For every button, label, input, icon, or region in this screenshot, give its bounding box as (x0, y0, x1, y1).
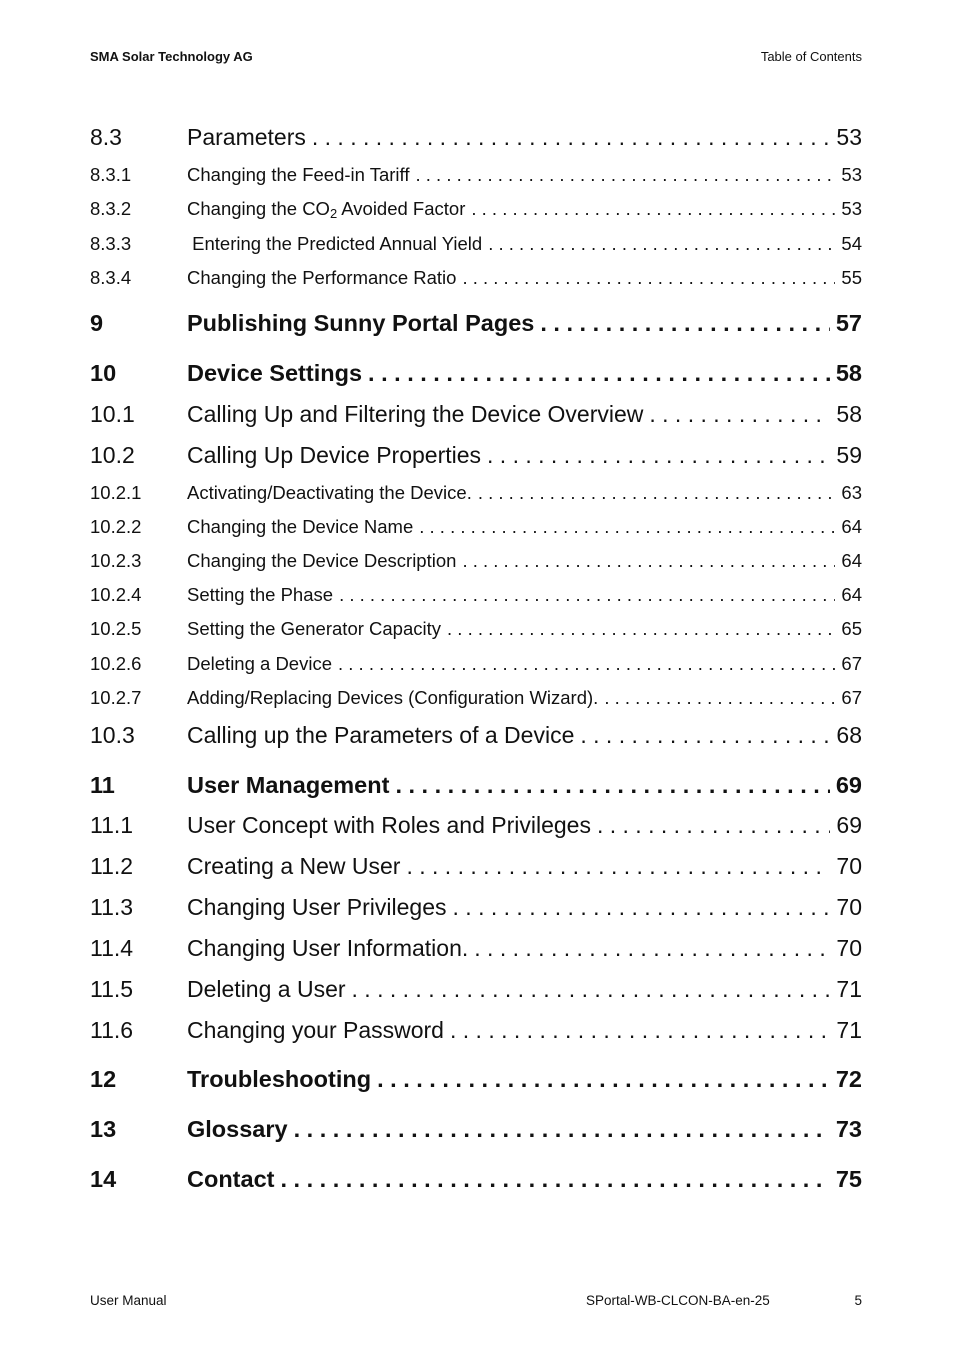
toc-entry-page: 73 (835, 1116, 862, 1142)
toc-dot-leader (280, 1166, 829, 1193)
toc-dot-leader (462, 550, 835, 572)
toc-dot-leader (395, 772, 829, 799)
toc-entry-title: Setting the Phase (187, 584, 334, 605)
toc-entry-page: 70 (836, 853, 862, 879)
toc-dot-leader (597, 812, 830, 839)
toc-dot-leader (312, 124, 831, 151)
toc-entry-number: 14 (90, 1166, 117, 1192)
toc-entry-number: 11.1 (90, 812, 134, 838)
toc-entry[interactable] (90, 894, 862, 921)
footer-doc-code: SPortal-WB-CLCON-BA-en-25 (586, 1293, 770, 1308)
toc-dot-leader (462, 267, 835, 289)
toc-entry[interactable] (90, 164, 862, 186)
toc-entry-number: 11.6 (90, 1017, 134, 1043)
toc-entry[interactable] (90, 516, 862, 538)
toc-entry-page: 70 (836, 935, 862, 961)
toc-entry-number: 10.2.7 (90, 687, 142, 708)
toc-entry-title: Calling up the Parameters of a Device (187, 722, 575, 748)
toc-entry[interactable] (90, 233, 862, 255)
toc-entry-title: Creating a New User (187, 853, 401, 879)
toc-entry[interactable] (90, 1166, 862, 1193)
toc-entry-title: Changing the Performance Ratio (187, 267, 457, 288)
toc-entry-page: 64 (841, 516, 862, 537)
toc-entry[interactable] (90, 618, 862, 640)
toc-entry-page: 54 (841, 233, 862, 254)
toc-entry-number: 11.4 (90, 935, 134, 961)
toc-entry-number: 8.3.3 (90, 233, 132, 254)
toc-entry-title: Changing the Device Description (187, 550, 457, 571)
toc-entry-number: 8.3.1 (90, 164, 132, 185)
toc-dot-leader (649, 401, 830, 428)
toc-entry-number: 10.1 (90, 401, 135, 427)
toc-entry[interactable] (90, 401, 862, 428)
toc-entry-title: Calling Up Device Properties (187, 442, 482, 468)
toc-entry[interactable] (90, 124, 862, 151)
toc-entry-number: 10.2 (90, 442, 135, 468)
toc-entry-page: 64 (841, 584, 862, 605)
toc-dot-leader (488, 233, 835, 255)
toc-entry-title: Changing User Privileges (187, 894, 447, 920)
toc-entry-number: 8.3.4 (90, 267, 132, 288)
toc-dot-leader (487, 442, 830, 469)
toc-entry-number: 10 (90, 360, 117, 386)
footer-page-number: 5 (854, 1293, 862, 1308)
toc-entry-page: 53 (841, 198, 862, 219)
toc-entry[interactable] (90, 550, 862, 572)
toc-entry-number: 11.5 (90, 976, 134, 1002)
toc-entry-number: 8.3.2 (90, 198, 132, 219)
toc-entry[interactable] (90, 976, 862, 1003)
header-section-title: Table of Contents (760, 49, 862, 64)
toc-entry-title: Changing the Device Name (187, 516, 414, 537)
toc-dot-leader (294, 1116, 830, 1143)
toc-dot-leader (339, 584, 835, 606)
toc-entry-title: Contact (187, 1166, 275, 1192)
toc-entry-page: 68 (836, 722, 862, 748)
toc-entry[interactable] (90, 722, 862, 749)
toc-entry[interactable] (90, 687, 862, 709)
toc-entry[interactable] (90, 198, 862, 220)
toc-entry-number: 11.2 (90, 853, 134, 879)
toc-dot-leader (419, 516, 835, 538)
toc-dot-leader (453, 894, 831, 921)
toc-entry[interactable] (90, 853, 862, 880)
toc-entry-number: 9 (90, 310, 104, 336)
toc-entry[interactable] (90, 482, 862, 504)
toc-entry[interactable] (90, 812, 862, 839)
toc-entry-number: 10.2.5 (90, 618, 142, 639)
toc-entry-page: 67 (841, 653, 862, 674)
toc-entry-title: Deleting a User (187, 976, 346, 1002)
toc-entry-page: 55 (841, 267, 862, 288)
toc-entry-title: User Concept with Roles and Privileges (187, 812, 591, 838)
toc-dot-leader (580, 722, 830, 749)
toc-entry[interactable] (90, 1066, 862, 1093)
toc-entry-title: Adding/Replacing Devices (Configuration Wizard). (187, 687, 599, 708)
toc-entry[interactable] (90, 584, 862, 606)
toc-entry-title-part: Changing the CO (187, 198, 330, 219)
toc-entry[interactable] (90, 935, 862, 962)
toc-entry-page: 58 (835, 360, 862, 386)
toc-entry-title: Publishing Sunny Portal Pages (187, 310, 535, 336)
header-company: SMA Solar Technology AG (90, 49, 253, 64)
toc-dot-leader (450, 1017, 830, 1044)
toc-entry-title: Changing User Information. (187, 935, 469, 961)
toc-entry-title: Activating/Deactivating the Device. (187, 482, 472, 503)
toc-entry-number: 10.3 (90, 722, 135, 748)
toc-entry-title: Deleting a Device (187, 653, 332, 674)
toc-entry[interactable] (90, 772, 862, 799)
toc-entry-page: 70 (836, 894, 862, 920)
toc-entry-page: 75 (835, 1166, 862, 1192)
toc-entry-page: 57 (835, 310, 862, 336)
toc-dot-leader (604, 687, 835, 709)
toc-entry-title: Setting the Generator Capacity (187, 618, 442, 639)
toc-entry-title: Parameters (187, 124, 306, 150)
toc-dot-leader (474, 935, 830, 962)
toc-entry-page: 53 (836, 124, 862, 150)
toc-entry-number: 10.2.1 (90, 482, 142, 503)
toc-dot-leader (368, 360, 830, 387)
toc-entry[interactable] (90, 653, 862, 675)
toc-entry-title: Device Settings (187, 360, 363, 386)
toc-entry-page: 69 (836, 812, 862, 838)
toc-entry-page: 72 (835, 1066, 862, 1092)
toc-entry-number: 10.2.3 (90, 550, 142, 571)
toc-entry-number: 11 (90, 772, 115, 798)
toc-entry[interactable] (90, 1116, 862, 1143)
toc-dot-leader (406, 853, 830, 880)
toc-entry[interactable] (90, 442, 862, 469)
toc-dot-leader (338, 653, 835, 675)
toc-entry-page: 71 (836, 976, 862, 1002)
toc-dot-leader (471, 198, 835, 220)
toc-entry-title: Glossary (187, 1116, 288, 1142)
toc-entry-page: 58 (836, 401, 862, 427)
footer-doc-type: User Manual (90, 1293, 167, 1308)
toc-entry[interactable] (90, 267, 862, 289)
toc-entry-title: Troubleshooting (187, 1066, 372, 1092)
toc-entry-title: User Management (187, 772, 390, 798)
toc-entry-page: 69 (835, 772, 862, 798)
toc-entry-number: 12 (90, 1066, 117, 1092)
toc-dot-leader (478, 482, 836, 504)
toc-entry-number: 13 (90, 1116, 117, 1142)
toc-dot-leader (377, 1066, 830, 1093)
toc-entry-title-subscript: 2 (329, 206, 338, 222)
toc-entry-number: 11.3 (90, 894, 134, 920)
toc-dot-leader (416, 164, 836, 186)
toc-dot-leader (447, 618, 835, 640)
toc-dot-leader (352, 976, 831, 1003)
toc-entry-title: Changing the Feed-in Tariff (187, 164, 410, 185)
toc-entry-number: 8.3 (90, 124, 122, 150)
toc-entry-page: 53 (841, 164, 862, 185)
toc-entry-title: Calling Up and Filtering the Device Overview (187, 401, 644, 427)
toc-entry-page: 64 (841, 550, 862, 571)
toc-entry-number: 10.2.4 (90, 584, 142, 605)
toc-entry-number: 10.2.2 (90, 516, 142, 537)
toc-entry-page: 63 (841, 482, 862, 503)
toc-entry[interactable] (90, 360, 862, 387)
toc-entry-number: 10.2.6 (90, 653, 142, 674)
toc-entry-title: Entering the Predicted Annual Yield (187, 233, 483, 254)
toc-entry-title (187, 198, 465, 220)
toc-entry-page: 65 (841, 618, 862, 639)
toc-entry[interactable] (90, 1017, 862, 1044)
toc-entry[interactable] (90, 310, 862, 337)
toc-entry-title-part: Avoided Factor (337, 198, 466, 219)
toc-dot-leader (540, 310, 830, 337)
toc-entry-title: Changing your Password (187, 1017, 444, 1043)
toc-entry-page: 71 (836, 1017, 862, 1043)
toc-entry-page: 59 (836, 442, 862, 468)
toc-entry-page: 67 (841, 687, 862, 708)
